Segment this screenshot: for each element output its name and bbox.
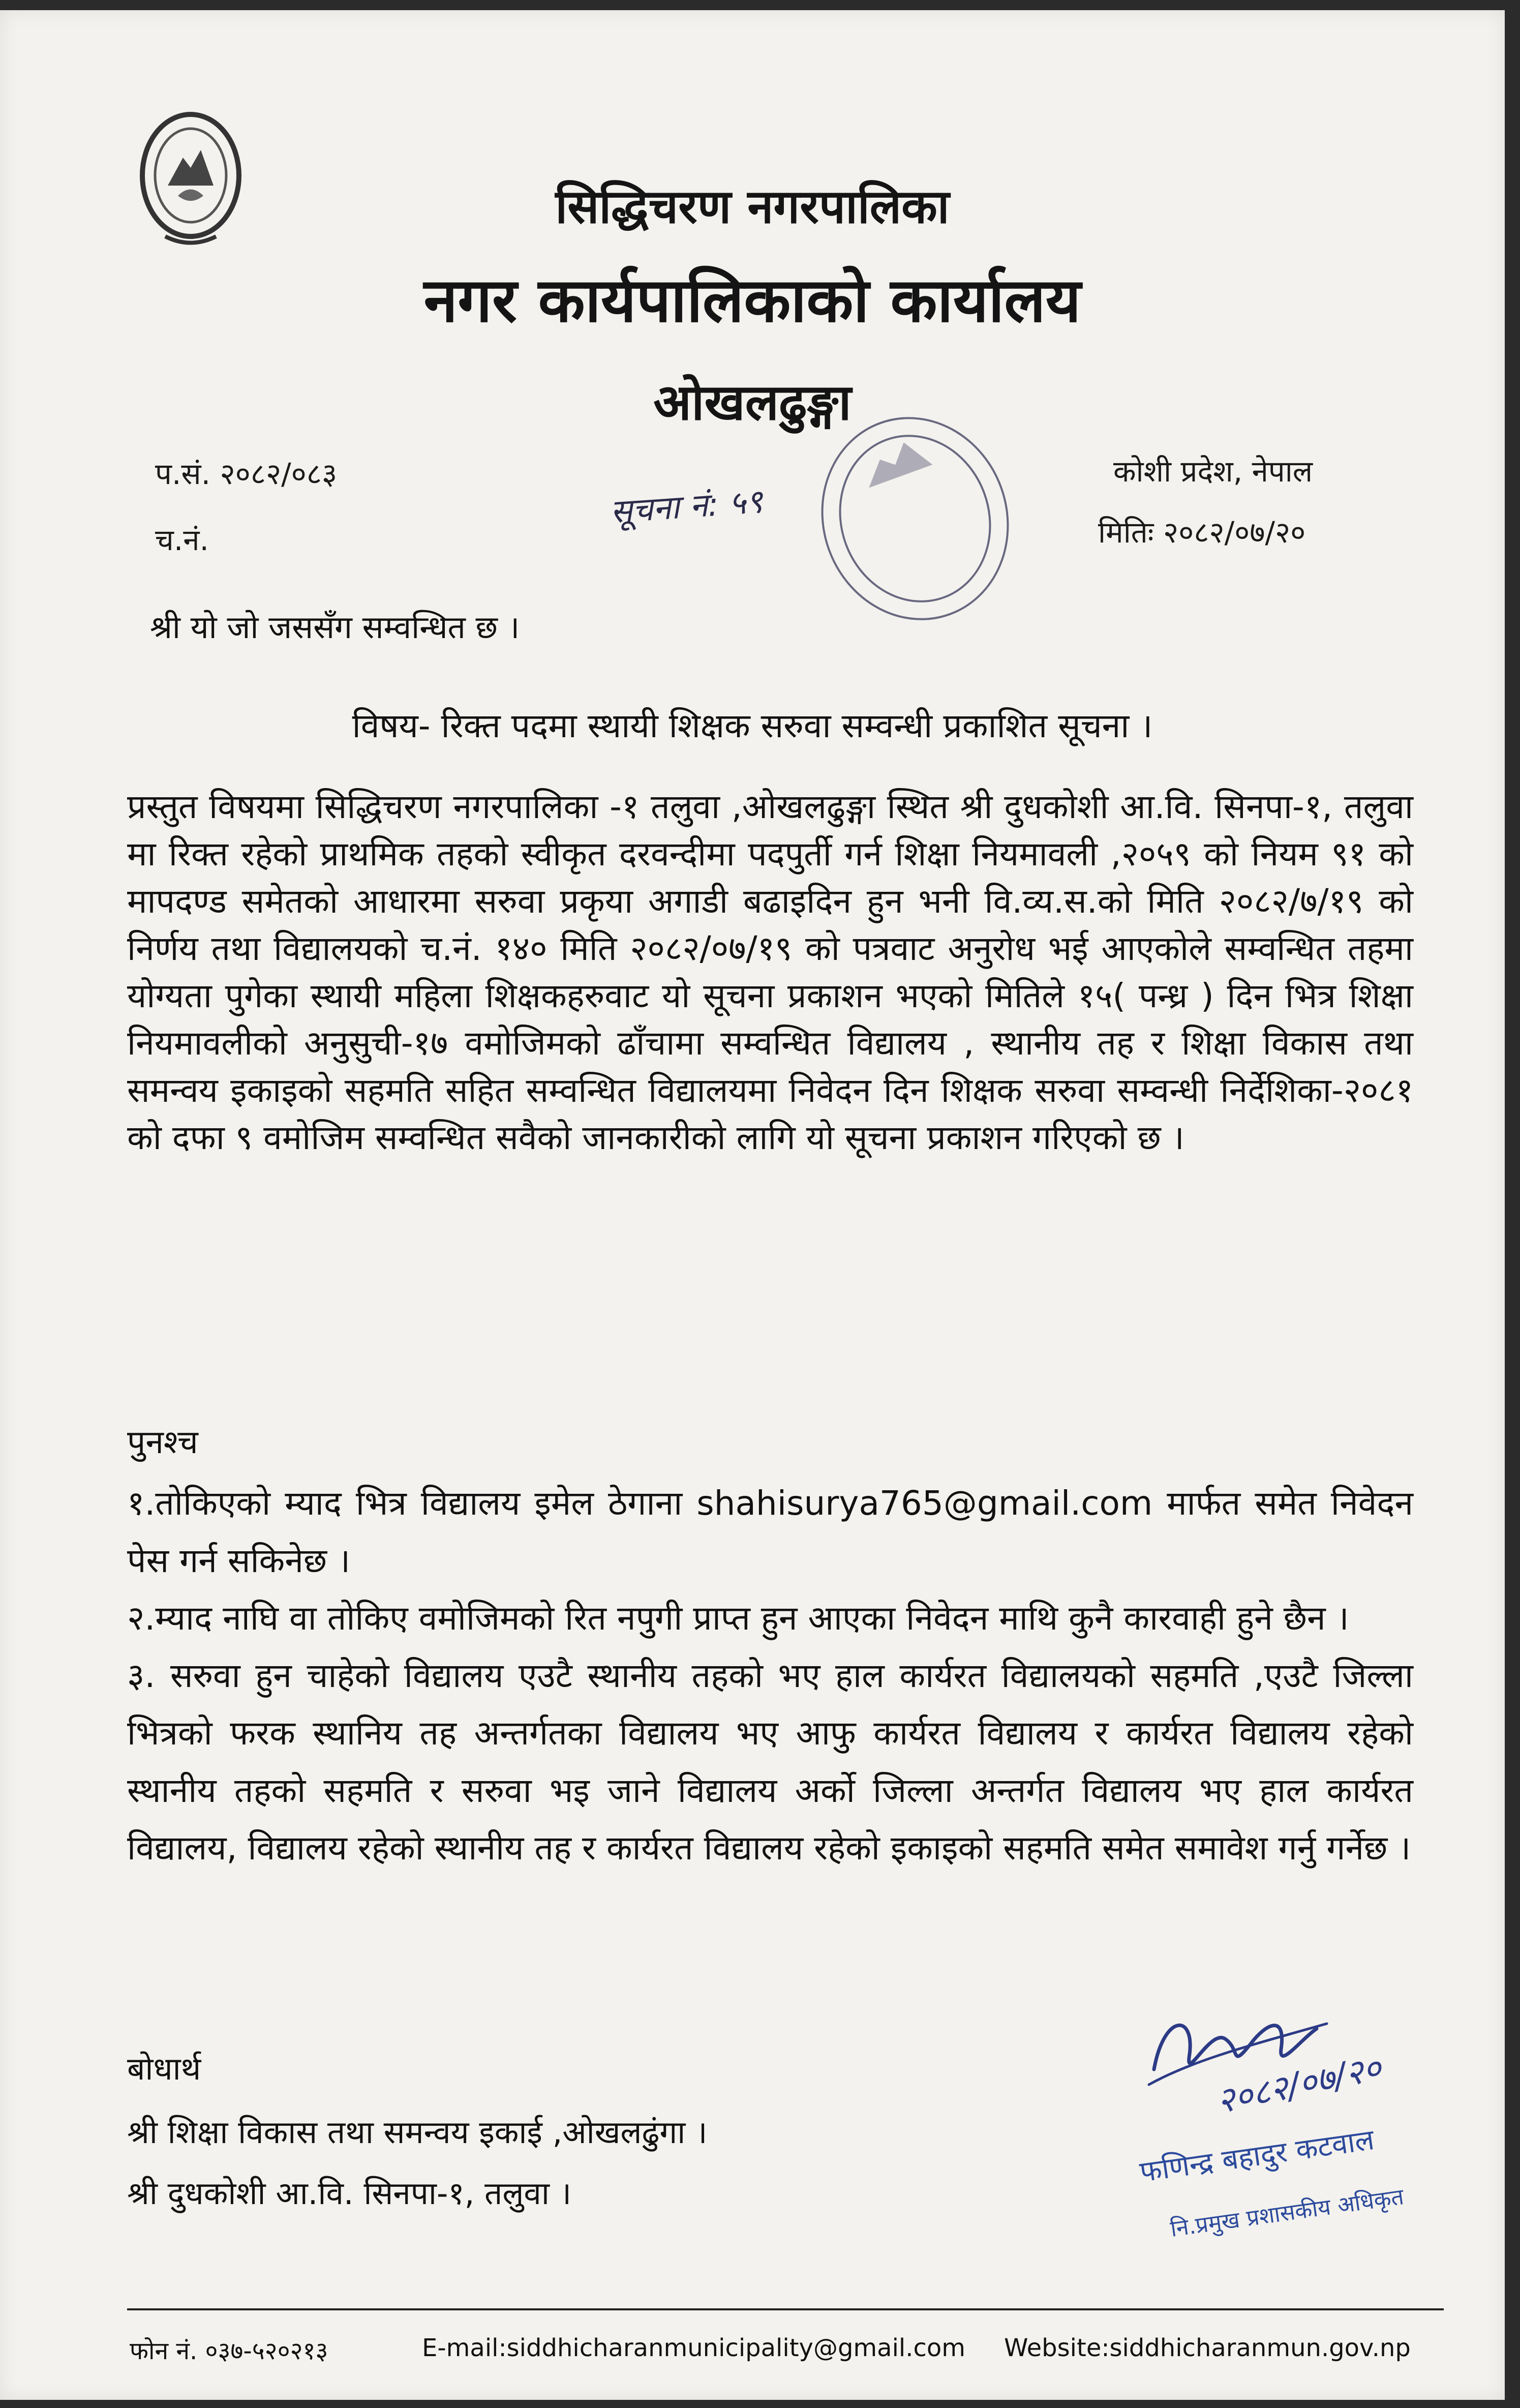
addressee: श्री यो जो जससँग सम्वन्धित छ । (150, 609, 520, 646)
cc-item: श्री दुधकोशी आ.वि. सिनपा-१, तलुवा । (127, 2175, 572, 2212)
postscript-item: १.तोकिएको म्याद भित्र विद्यालय इमेल ठेगाना shahisurya765@gmail.com मार्फत समेत निवेदन पेस गर्न सकिनेछ । (127, 1484, 1413, 1580)
office-name: नगर कार्यपालिकाको कार्यालय (423, 265, 1081, 336)
postscript-list (127, 1474, 1413, 1877)
letter-sheet (0, 10, 1505, 2400)
reference-number: प.सं. २०८२/०८३ (155, 457, 338, 491)
province-label: कोशी प्रदेश, नेपाल (1113, 454, 1313, 489)
subject-line: विषय- रिक्त पदमा स्थायी शिक्षक सरुवा सम्वन्धी प्रकाशित सूचना । (352, 706, 1153, 745)
signature-date: २०८२/०७/२० (1213, 2048, 1385, 2122)
notice-body: प्रस्तुत विषयमा सिद्धिचरण नगरपालिका -१ तलुवा ,ओखलढुङ्गा स्थित श्री दुधकोशी आ.वि. सिनपा-१, तलुवा मा रिक्त रहेको प्राथमिक तहको स्वीकृत दरवन्दीमा पदपुर्ती गर्न शिक्षा नियमावली ,२०५९ को नियम ९१ को मापदण्ड समेतको आधारमा सरुवा प्रकृया अगाडी बढाइदिन हुन भनी वि.व्य.स.को मिति २०८२/७/१९ को निर्णय तथा विद्यालयको च.नं. १४० मिति २०८२/०७/१९ को पत्रवाट अनुरोध भई आएकोले सम्वन्धित तहमा योग्यता पुगेका स्थायी महिला शिक्षकहरुवाट यो सूचना प्रकाशन भएको मितिले १५( पन्ध्र ) दिन भित्र शिक्षा नियमावलीको अनुसुची-१७ वमोजिमको ढाँचामा सम्वन्धित विद्यालय , स्थानीय तह र शिक्षा विकास तथा समन्वय इकाइको सहमति सहित सम्वन्धित विद्यालयमा निवेदन दिन शिक्षक सरुवा सम्वन्धी निर्देशिका-२०८१ को दफा ९ वमोजिम सम्वन्धित सवैको जानकारीको लागि यो सूचना प्रकाशन गरिएको छ । (127, 787, 1413, 1157)
office-location: ओखलढुङ्गा (653, 374, 852, 432)
dispatch-number: च.नं. (155, 523, 209, 557)
footer-website: Website:siddhicharanmun.gov.np (1004, 2334, 1411, 2362)
notice-number: सूचना नं: ५९ (609, 483, 764, 531)
signatory-title: नि.प्रमुख प्रशासकीय अधिकृत (1169, 2184, 1406, 2242)
postscript-heading: पुनश्च (127, 1424, 198, 1461)
office-stamp (813, 397, 1017, 641)
postscript-item: २.म्याद नाघि वा तोकिए वमोजिमको रित नपुगी प्राप्त हुन आएका निवेदन माथि कुनै कारवाही हुने छैन । (127, 1599, 1349, 1638)
cc-item: श्री शिक्षा विकास तथा समन्वय इकाई ,ओखलढुंगा । (127, 2114, 708, 2151)
footer-phone: फोन नं. ०३७-५२०२१३ (130, 2337, 328, 2365)
municipality-name: सिद्धिचरण नगरपालिका (555, 179, 950, 234)
footer-email: E-mail:siddhicharanmunicipality@gmail.com (422, 2334, 966, 2362)
cc-heading: बोधार्थ (127, 2050, 201, 2087)
letter-date: मितिः २०८२/०७/२० (1098, 515, 1306, 550)
postscript-item: ३. सरुवा हुन चाहेको विद्यालय एउटै स्थानीय तहको भए हाल कार्यरत विद्यालयको सहमति ,एउटै जिल्ला भित्रको फरक स्थानिय तह अन्तर्गतका विद्यालय भए आफु कार्यरत विद्यालय र कार्यरत विद्यालय रहेको स्थानीय तहको सहमति र सरुवा भइ जाने विद्यालय अर्को जिल्ला अन्तर्गत विद्यालय भए हाल कार्यरत विद्यालय, विद्यालय रहेको स्थानीय तह र कार्यरत विद्यालय रहेको इकाइको सहमति समेत समावेश गर्नु गर्नेछ । (127, 1656, 1413, 1868)
signatory-name: फणिन्द्र बहादुर कटवाल (1138, 2123, 1377, 2189)
footer-divider (127, 2308, 1444, 2310)
